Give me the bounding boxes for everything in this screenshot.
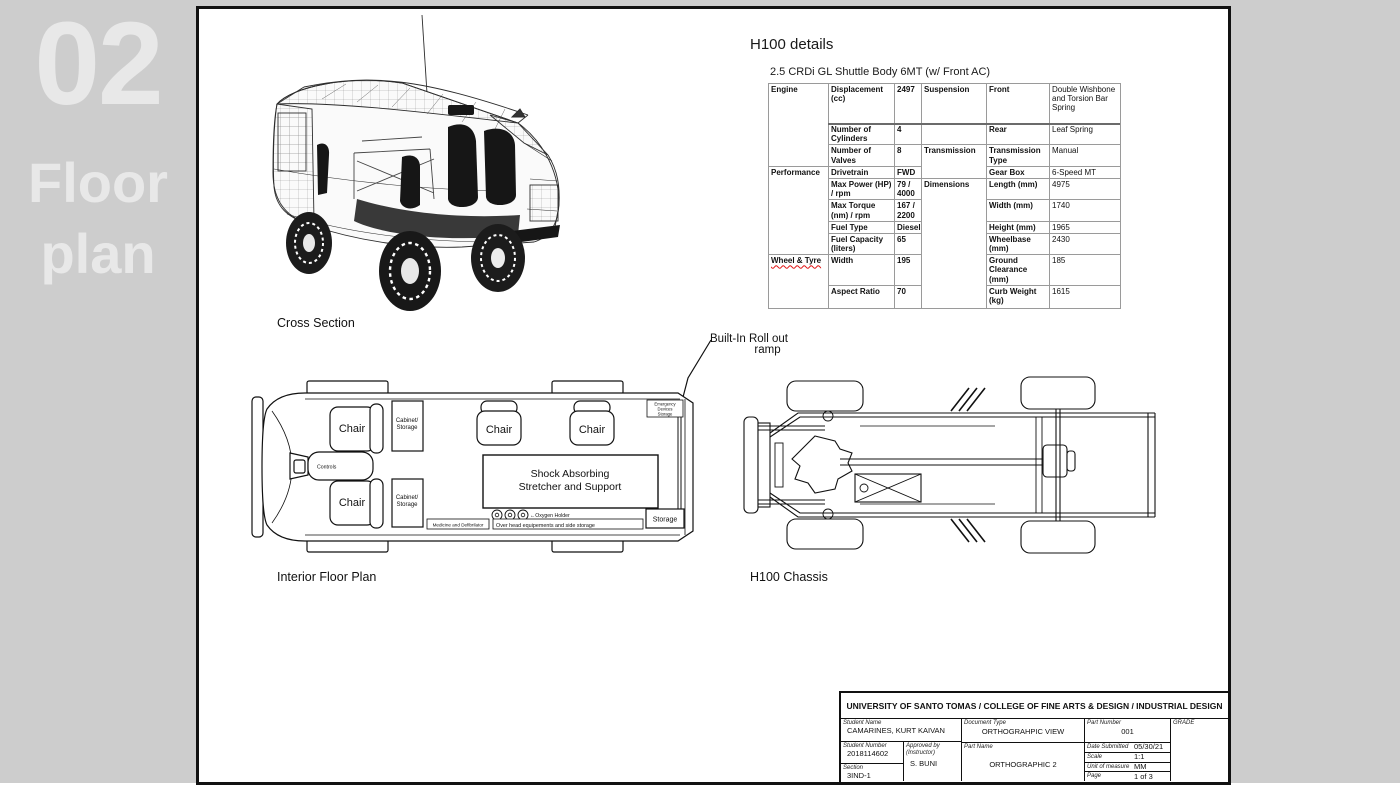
oxygen-holders (492, 510, 528, 520)
spec-cell: 8 (895, 145, 922, 166)
mid-chair-1 (477, 401, 521, 445)
cabinet-label: Cabinet/ (395, 495, 419, 501)
scale-label: Scale (1087, 753, 1103, 760)
page-value: 1 of 3 (1134, 771, 1153, 781)
date-submitted-label: Date Submitted (1087, 744, 1129, 751)
spec-cell: Diesel (895, 221, 922, 233)
spec-cell: Gear Box (987, 166, 1050, 178)
ramp-annotation (710, 334, 825, 356)
spec-cell: Number of Cylinders (829, 124, 895, 145)
student-number-label: Student Number (843, 743, 887, 750)
unit-label: Unit of measure (1087, 763, 1130, 770)
ramp-annotation-line2: ramp (754, 343, 781, 356)
details-heading: H100 details (750, 36, 834, 53)
chassis-label: H100 Chassis (750, 570, 828, 584)
stretcher-label: Shock Absorbing (530, 468, 610, 480)
document-type-value: ORTHOGRAHPIC VIEW (981, 726, 1065, 736)
spec-cell: Max Power (HP) / rpm (829, 178, 895, 199)
spec-cell: Rear (987, 124, 1050, 145)
chair-label: Chair (338, 497, 366, 509)
approved-by-cell (904, 742, 961, 781)
emergency-label: Emergency (654, 401, 676, 407)
cabinet-label: Cabinet/ (395, 418, 419, 424)
spec-cell: Transmission (922, 145, 987, 179)
spec-cell: 4975 (1050, 178, 1121, 199)
chassis-front-axle-plate (758, 423, 770, 507)
spec-cell: Width (mm) (987, 200, 1050, 221)
mid-chair-2 (570, 401, 614, 445)
front-bumper (252, 397, 263, 537)
spec-cell: Drivetrain (829, 166, 895, 178)
section-value: 3IND-1 (847, 770, 871, 780)
student-name-label: Student Name (843, 720, 882, 726)
unit-value: MM (1134, 761, 1147, 771)
spec-cell: 70 (895, 285, 922, 308)
page-label: Page (1087, 773, 1102, 780)
spec-cell: 1615 (1050, 285, 1121, 308)
storage-label: Storage (652, 516, 678, 524)
medicine-label: Medicine and Defibrilator (432, 522, 484, 528)
part-name-label: Part Name (964, 744, 993, 750)
section-label: Section (843, 765, 864, 772)
part-number-label: Part Number (1087, 720, 1122, 726)
stretcher-label: Stretcher and Support (518, 481, 622, 493)
cabinet-label: Storage (396, 425, 418, 431)
chassis-front-bumper (744, 417, 758, 513)
drive-shaft (840, 445, 1075, 477)
grade-cell (1171, 719, 1228, 781)
approved-by-label: Approved by (Instructor) (906, 743, 940, 756)
approved-by-value: S. BUNI (910, 759, 938, 769)
drawing-sheet (196, 6, 1231, 785)
chair-label: Chair (578, 424, 606, 436)
title-block-university: UNIVERSITY OF SANTO TOMAS / COLLEGE OF FINE ARTS & DESIGN / INDUSTRIAL DESIGN (841, 693, 1228, 719)
spec-cell: Aspect Ratio (829, 285, 895, 308)
overhead-label: Over head equipements and side storage (496, 522, 595, 529)
controls-label: Controls (317, 464, 337, 471)
chassis-drawing (740, 371, 1185, 561)
slide-title-line2: plan (40, 221, 156, 285)
spec-cell: Double Wishbone and Torsion Bar Spring (1050, 84, 1121, 124)
spec-cell: Wheelbase (mm) (987, 233, 1050, 254)
cross-section-label: Cross Section (277, 316, 355, 330)
date-submitted-cell (1085, 743, 1170, 753)
page-cell (1085, 772, 1170, 781)
spec-cell: Max Torque (nm) / rpm (829, 200, 895, 221)
slide-number: 02 (34, 0, 162, 130)
spec-cell: Curb Weight (kg) (987, 285, 1050, 308)
slide-title-line1: Floor (28, 151, 168, 214)
spec-cell: Displacement (cc) (829, 84, 895, 124)
spec-cell: FWD (895, 166, 922, 178)
title-block (839, 691, 1228, 782)
spec-table (768, 83, 1121, 309)
cross-braced-box (855, 474, 921, 502)
slide-title (0, 148, 196, 289)
spec-cell: 2497 (895, 84, 922, 124)
unit-cell (1085, 763, 1170, 773)
spec-cell: Manual (1050, 145, 1121, 166)
spec-cell: Number of Valves (829, 145, 895, 166)
spec-cell: 1965 (1050, 221, 1121, 233)
spec-cell: Engine (769, 84, 829, 167)
ramp-annotation-line1: Built-In Roll out (710, 333, 788, 345)
van-wireframe-drawing (262, 9, 657, 327)
spec-cell: 65 (895, 233, 922, 254)
spec-cell: Length (mm) (987, 178, 1050, 199)
grade-label: GRADE (1173, 720, 1195, 726)
ramp-leader-line (682, 340, 711, 401)
part-name-cell (962, 743, 1084, 781)
floor-plan-drawing (250, 333, 712, 570)
part-number-cell (1085, 719, 1170, 743)
spec-cell: Transmission Type (987, 145, 1050, 166)
spec-cell: Wheel & Tyre (769, 255, 829, 309)
details-subheading: 2.5 CRDi GL Shuttle Body 6MT (w/ Front AC) (770, 66, 991, 78)
scale-cell (1085, 753, 1170, 763)
spec-cell: Ground Clearance (mm) (987, 255, 1050, 286)
spec-cell: Front (987, 84, 1050, 124)
section-cell (841, 764, 903, 781)
emergency-label: Devices (657, 406, 673, 412)
emergency-label: Storage (657, 411, 673, 417)
spec-cell: Fuel Capacity (liters) (829, 233, 895, 254)
student-name-cell (841, 719, 961, 742)
spec-cell: Height (mm) (987, 221, 1050, 233)
spec-cell: 4 (895, 124, 922, 145)
right-gray-panel (1249, 0, 1400, 783)
spec-cell: 185 (1050, 255, 1121, 286)
spec-cell: Dimensions (922, 178, 987, 308)
spec-cell: Suspension (922, 84, 987, 145)
chair-label: Chair (485, 424, 513, 436)
spec-table-grid (768, 83, 1121, 309)
spec-cell: 195 (895, 255, 922, 286)
spec-cell: 2430 (1050, 233, 1121, 254)
spec-cell: Leaf Spring (1050, 124, 1121, 145)
part-number-value: 001 (1121, 726, 1134, 736)
oxygen-label: ←Oxygen Holder (530, 513, 570, 519)
cabinet-label: Storage (396, 502, 418, 508)
spec-cell: Fuel Type (829, 221, 895, 233)
chair-label: Chair (338, 423, 366, 435)
floor-plan-label: Interior Floor Plan (277, 570, 377, 584)
spec-cell: 167 / 2200 (895, 200, 922, 221)
spec-cell: Width (829, 255, 895, 286)
spec-cell: 6-Speed MT (1050, 166, 1121, 178)
document-type-cell (962, 719, 1084, 743)
student-number-cell (841, 742, 903, 764)
document-type-label: Document Type (964, 720, 1006, 726)
spec-cell: Performance (769, 166, 829, 255)
student-name-value: CAMARINES, KURT KAIVAN (847, 725, 945, 735)
part-name-value: ORTHOGRAPHIC 2 (989, 760, 1057, 770)
student-number-value: 2018114602 (847, 748, 889, 758)
scale-value: 1:1 (1134, 752, 1145, 761)
spec-table-heavy-divider (828, 123, 1120, 125)
spec-cell: 1740 (1050, 200, 1121, 221)
date-submitted-value: 05/30/21 (1134, 742, 1164, 752)
spec-cell: 79 / 4000 (895, 178, 922, 199)
